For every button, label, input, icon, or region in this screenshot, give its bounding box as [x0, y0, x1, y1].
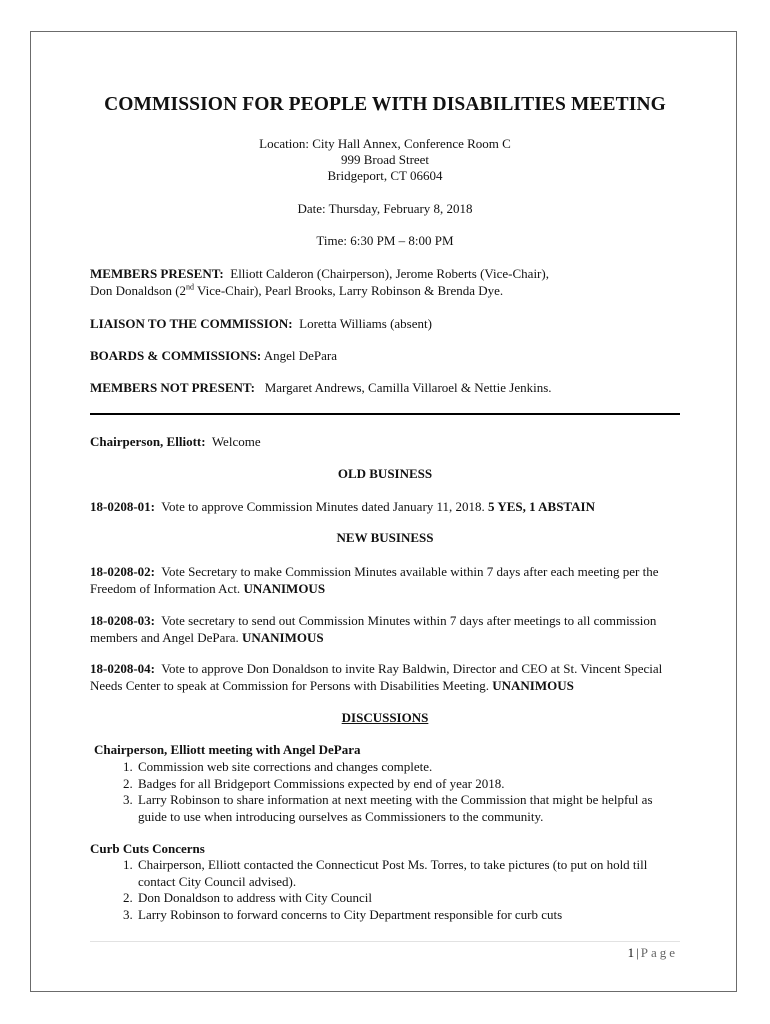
page-label: Page [640, 945, 678, 960]
list-item: 1. Chairperson, Elliott contacted the Connecticut Post Ms. Torres, to take pictures (to put on hold till contact City Council advised). [136, 857, 680, 890]
liaison [90, 315, 680, 332]
discussion-section-title: Curb Cuts Concerns [90, 841, 205, 856]
welcome-label: Chairperson, Elliott: [90, 434, 206, 449]
motion-text: Vote Secretary to make Commission Minutes available within 7 days after each meeting per the Freedom of Information Act. [90, 564, 659, 596]
list-item: 2. Don Donaldson to address with City Council [136, 890, 680, 907]
list-item: 3. Larry Robinson to forward concerns to City Department responsible for curb cuts [136, 907, 680, 924]
motion-text: Vote to approve Don Donaldson to invite Ray Baldwin, Director and CEO at St. Vincent Special Needs Center to speak at Commission for Persons with Disabilities Meeting. [90, 661, 663, 693]
document-title: COMMISSION FOR PEOPLE WITH DISABILITIES MEETING [104, 94, 666, 115]
location-block [90, 136, 680, 184]
members-present-text-2b: Vice-Chair), Pearl Brooks, Larry Robinson & Brenda Dye. [194, 283, 504, 298]
members-present-label: MEMBERS PRESENT: [90, 266, 224, 281]
meeting-time: Time: 6:30 PM – 8:00 PM [316, 233, 454, 248]
motion-result: UNANIMOUS [243, 581, 326, 596]
liaison-text: Loretta Williams (absent) [299, 316, 432, 331]
discussion-list [90, 857, 680, 923]
motion-id: 18-0208-03: [90, 613, 155, 628]
discussion-section-title: Chairperson, Elliott meeting with Angel DePara [94, 742, 361, 757]
document-page [30, 31, 737, 992]
not-present-label: MEMBERS NOT PRESENT: [90, 380, 255, 395]
new-business-heading: NEW BUSINESS [336, 530, 434, 545]
motion-item [90, 660, 680, 694]
page-footer [628, 945, 678, 961]
boards-label: BOARDS & COMMISSIONS: [90, 348, 262, 363]
old-business-heading: OLD BUSINESS [337, 466, 433, 481]
motion-result: UNANIMOUS [241, 630, 324, 645]
location-line-1: Location: City Hall Annex, Conference Room C [259, 136, 511, 151]
motion-id: 18-0208-04: [90, 661, 155, 676]
location-line-3: Bridgeport, CT 06604 [327, 168, 443, 183]
not-present-text: Margaret Andrews, Camilla Villaroel & Nettie Jenkins. [264, 380, 552, 395]
discussion-list [90, 759, 680, 825]
motion-result: UNANIMOUS [492, 678, 574, 693]
footer-separator: | [636, 945, 639, 960]
boards-commissions [90, 347, 680, 364]
superscript: nd [186, 282, 195, 292]
motion-text: Vote secretary to send out Commission Minutes within 7 days after meetings to all commission members and Angel DePara. [90, 613, 657, 645]
list-item: 2. Badges for all Bridgeport Commissions expected by end of year 2018. [136, 776, 680, 793]
discussions-heading: DISCUSSIONS [341, 710, 429, 725]
footer-divider [90, 941, 680, 942]
welcome-text: Welcome [211, 434, 261, 449]
motion-item [90, 612, 680, 646]
members-present-text-2a: Don Donaldson (2 [90, 283, 187, 298]
motion-text: Vote to approve Commission Minutes dated January 11, 2018. [161, 499, 485, 514]
motion-item [90, 498, 680, 515]
members-not-present [90, 379, 680, 396]
location-line-2: 999 Broad Street [340, 152, 430, 167]
motion-item [90, 563, 680, 597]
meeting-date: Date: Thursday, February 8, 2018 [297, 201, 473, 216]
list-item: 1. Commission web site corrections and changes complete. [136, 759, 680, 776]
section-divider [90, 413, 680, 415]
motion-id: 18-0208-01: [90, 499, 155, 514]
members-present-text-1: Elliott Calderon (Chairperson), Jerome Roberts (Vice-Chair), [230, 266, 549, 281]
welcome-line [90, 433, 680, 450]
page-number: 1 [627, 945, 635, 960]
motion-id: 18-0208-02: [90, 564, 155, 579]
boards-text: Angel DePara [263, 348, 338, 363]
list-item: 3. Larry Robinson to share information at next meeting with the Commission that might be helpful as guide to use when introducing ourselves as Commissioners to the community. [136, 792, 680, 825]
motion-result: 5 YES, 1 ABSTAIN [488, 499, 595, 514]
members-present [90, 265, 680, 299]
liaison-label: LIAISON TO THE COMMISSION: [90, 316, 293, 331]
